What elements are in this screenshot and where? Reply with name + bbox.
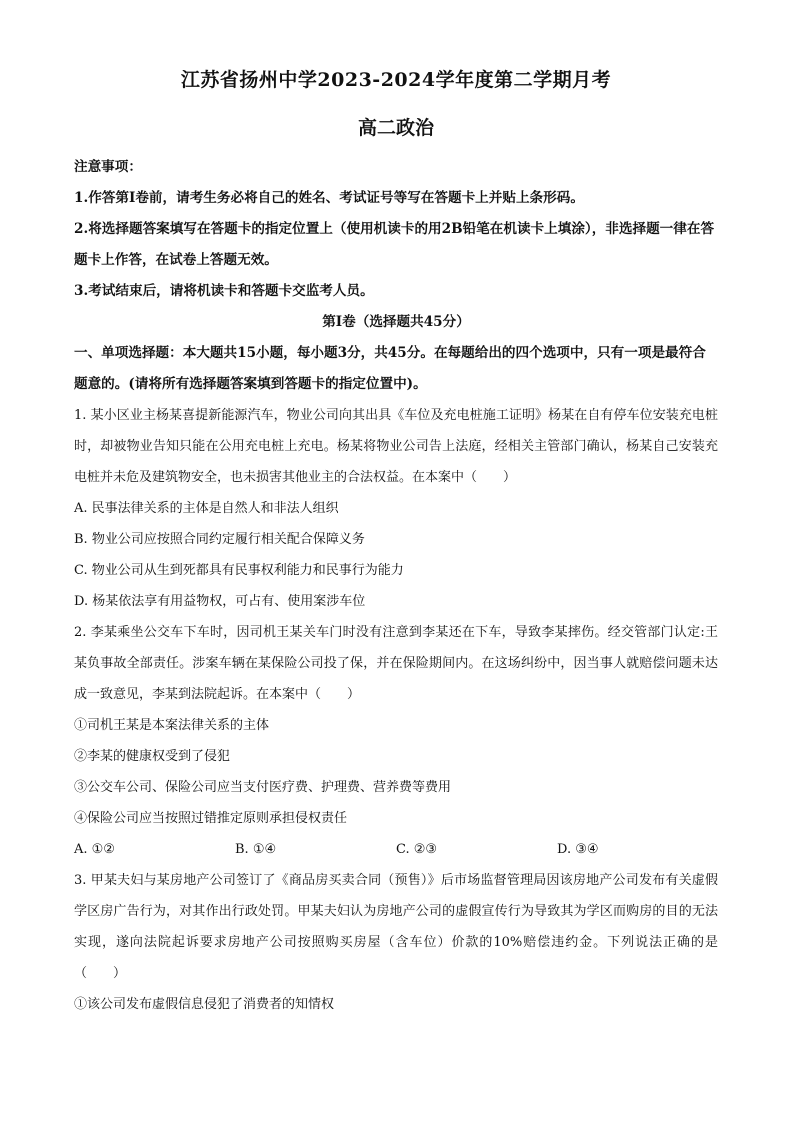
option-b: B. 物业公司应按照合同约定履行相关配合保障义务 xyxy=(74,532,365,547)
option-b: B. ①④ xyxy=(235,842,277,857)
note-item: 1.作答第Ⅰ卷前，请考生务必将自己的姓名、考试证号等写在答题卡上并贴上条形码。 xyxy=(74,190,584,206)
exam-title: 江苏省扬州中学2023-2024学年度第二学期月考 xyxy=(180,69,612,91)
statement-item: ①该公司发布虚假信息侵犯了消费者的知情权 xyxy=(74,997,335,1012)
question-stem: 2. 李某乘坐公交车下车时，因司机王某关车门时没有注意到李某还在下车，导致李某摔伤。经交管部门认定:王某负事故全部责任。涉案车辆在某保险公司投了保，并在保险期间内。在这场纠纷中，因当事人就赔偿问题未达成一致意见，李某到法院起诉。在本案中（ ） xyxy=(74,625,718,702)
option-c: C. ②③ xyxy=(396,842,438,857)
note-item: 2.将选择题答案填写在答题卡的指定位置上（使用机读卡的用2B铅笔在机读卡上填涂），非选择题一律在答题卡上作答，在试卷上答题无效。 xyxy=(74,221,715,268)
statement-item: ④保险公司应当按照过错推定原则承担侵权责任 xyxy=(74,811,348,826)
option-a: A. 民事法律关系的主体是自然人和非法人组织 xyxy=(74,501,339,516)
option-d: D. 杨某依法享有用益物权，可占有、使用案涉车位 xyxy=(74,594,366,609)
notes-heading: 注意事项： xyxy=(74,159,142,175)
question-3 xyxy=(74,865,718,1020)
section-title: 第Ⅰ卷（选择题共45分） xyxy=(322,314,470,330)
exam-subject: 高二政治 xyxy=(357,117,434,139)
question-stem: 3. 甲某夫妇与某房地产公司签订了《商品房买卖合同（预售）》后市场监督管理局因该房地产公司发布有关虚假学区房广告行为，对其作出行政处罚。甲某夫妇认为房地产公司的虚假宣传行为导致其为学区而购房的目的无法实现，遂向法院起诉要求房地产公司按照购买房屋（含车位）价款的10%赔偿违约金。下列说法正确的是（ ） xyxy=(74,873,718,981)
section-instruction: 一、单项选择题：本大题共15小题，每小题3分，共45分。在每题给出的四个选项中，只有一项是最符合题意的。(请将所有选择题答案填到答题卡的指定位置中)。 xyxy=(74,345,706,392)
question-1 xyxy=(74,400,718,617)
statement-item: ③公交车公司、保险公司应当支付医疗费、护理费、营养费等费用 xyxy=(74,780,452,795)
option-a: A. ①② xyxy=(74,842,115,857)
option-d: D. ③④ xyxy=(557,842,599,857)
statement-item: ①司机王某是本案法律关系的主体 xyxy=(74,718,270,733)
question-2 xyxy=(74,617,718,865)
options-row xyxy=(74,834,718,865)
option-c: C. 物业公司从生到死都具有民事权利能力和民事行为能力 xyxy=(74,563,404,578)
question-stem: 1. 某小区业主杨某喜提新能源汽车，物业公司向其出具《车位及充电桩施工证明》杨某在自有停车位安装充电桩时，却被物业告知只能在公用充电桩上充电。杨某将物业公司告上法庭，经相关主管部门确认，杨某自己安装充电桩并未危及建筑物安全，也未损害其他业主的合法权益。在本案中（ ） xyxy=(74,408,718,485)
notes-block xyxy=(74,152,718,307)
statement-item: ②李某的健康权受到了侵犯 xyxy=(74,749,231,764)
note-item: 3.考试结束后，请将机读卡和答题卡交监考人员。 xyxy=(74,283,374,299)
